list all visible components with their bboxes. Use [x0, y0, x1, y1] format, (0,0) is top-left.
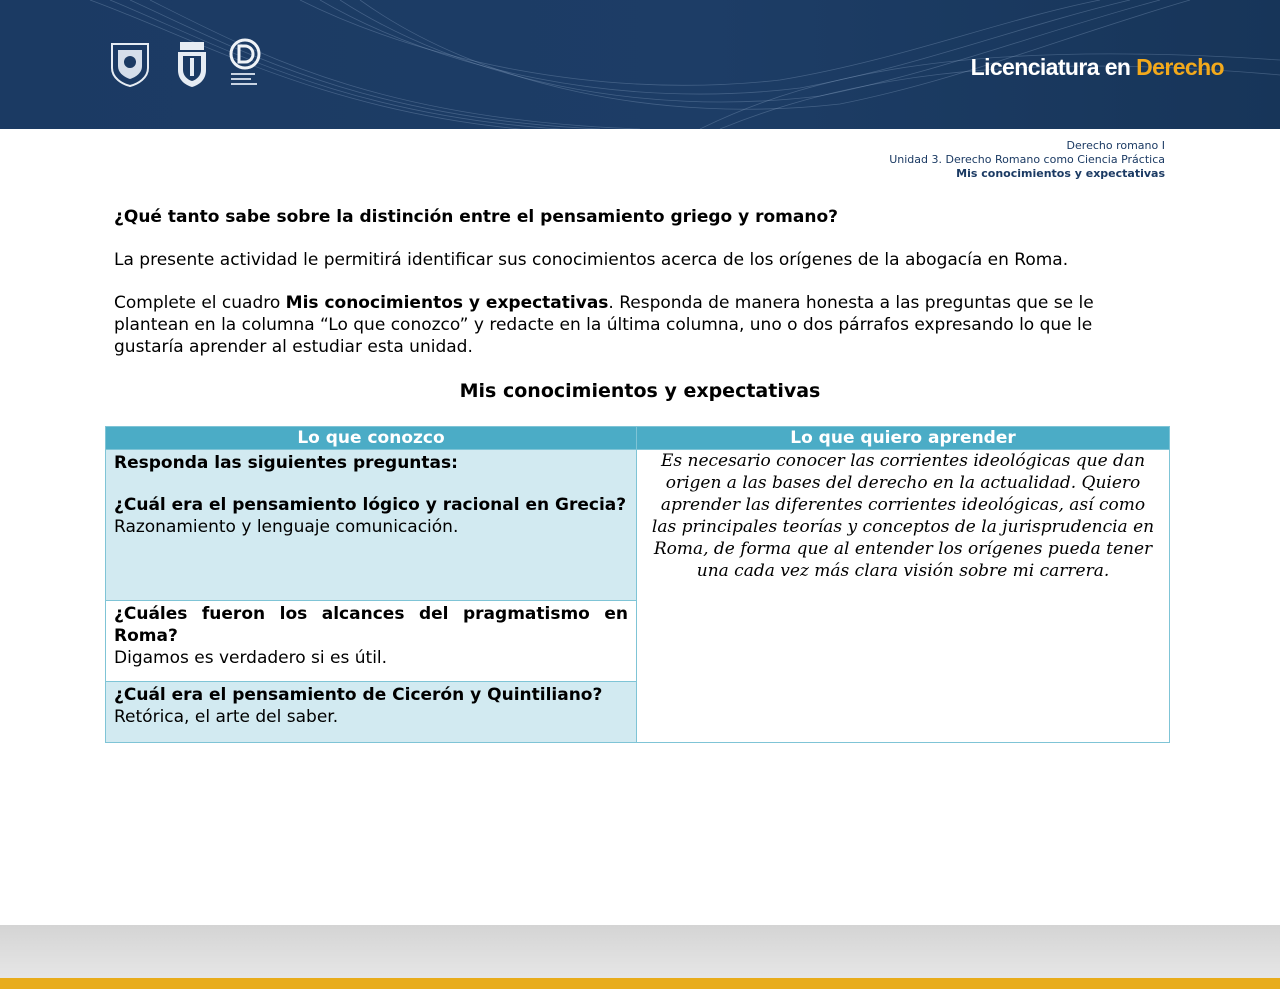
unam-logo [108, 40, 152, 88]
faculty-shield-logo [175, 40, 209, 88]
breadcrumb-course: Derecho romano I [1066, 139, 1165, 152]
cell-question-1 [106, 450, 637, 601]
breadcrumb-unit: Unidad 3. Derecho Romano como Ciencia Práctica [889, 153, 1165, 166]
cell-question-2 [106, 601, 637, 682]
question-3: ¿Cuál era el pensamiento de Cicerón y Quintiliano? [114, 685, 603, 705]
header-banner [0, 0, 1280, 129]
question-1: ¿Cuál era el pensamiento lógico y racional en Grecia? [114, 495, 627, 515]
intro-paragraph: La presente actividad le permitirá identificar sus conocimientos acerca de los orígenes de la abogacía en Roma. [114, 250, 1069, 270]
col-header-lo-que-quiero-aprender: Lo que quiero aprender [637, 427, 1170, 450]
page-footer [0, 925, 1280, 978]
table-header-row [106, 427, 1170, 450]
questions-intro-label: Responda las siguientes preguntas: [114, 453, 458, 473]
question-title: ¿Qué tanto sabe sobre la distinción entre el pensamiento griego y romano? [114, 207, 839, 227]
expectations-text: Es necesario conocer las corrientes ideológicas que dan origen a las bases del derecho en la actualidad. Quiero aprender las diferentes corrientes ideológicas, así como las principales teorías y conceptos de la jurisprudencia en Roma, de forma que al entender los orígenes pueda tener una cada vez más clara visión sobre mi carrera. [651, 451, 1155, 581]
instructions-bold: Mis conocimientos y expectativas [285, 293, 609, 313]
brand-prefix: Licenciatura en [970, 54, 1131, 80]
brand-accent: Derecho [1136, 54, 1224, 80]
footer-accent-bar [0, 978, 1280, 989]
knowledge-table [105, 426, 1170, 743]
instructions-after: . Responda de manera honesta a las preguntas que se le plantean en la columna “Lo que conozco” y redacte en la última columna, uno o dos párrafos expresando lo que le gustaría aprender al estudiar esta unidad. [114, 293, 1094, 357]
col-header-lo-que-conozco: Lo que conozco [106, 427, 637, 450]
question-2: ¿Cuáles fueron los alcances del pragmatismo en Roma? [114, 604, 628, 646]
division-educacion-logo [228, 38, 262, 92]
breadcrumb-activity: Mis conocimientos y expectativas [956, 167, 1165, 180]
table-title: Mis conocimientos y expectativas [459, 380, 821, 402]
answer-3: Retórica, el arte del saber. [114, 707, 339, 727]
answer-1: Razonamiento y lenguaje comunicación. [114, 517, 459, 537]
instructions-paragraph [114, 292, 1144, 358]
breadcrumb [889, 139, 1165, 181]
expectations-cell [637, 450, 1170, 743]
instructions-before: Complete el cuadro [114, 293, 286, 313]
cell-question-3 [106, 682, 637, 743]
answer-2: Digamos es verdadero si es útil. [114, 648, 388, 668]
program-brand [971, 54, 1224, 81]
table-row [106, 450, 1170, 601]
